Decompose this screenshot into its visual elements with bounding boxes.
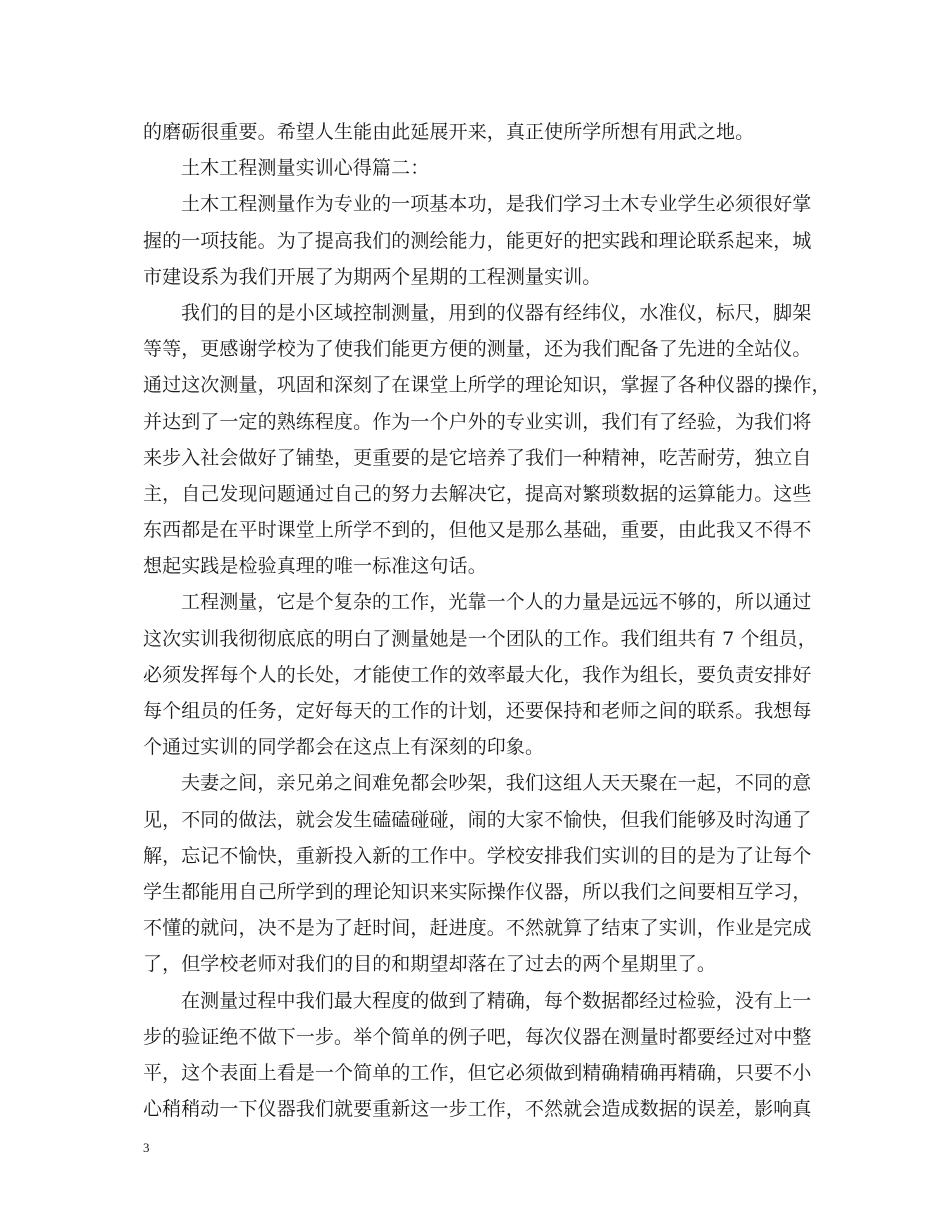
text-line: 握的一项技能。为了提高我们的测绘能力，能更好的把实践和理论联系起来，城 bbox=[143, 229, 812, 252]
text-line: 主，自己发现问题通过自己的努力去解决它，提高对繁琐数据的运算能力。这些 bbox=[143, 482, 812, 505]
text-line: 土木工程测量实训心得篇二： bbox=[181, 157, 430, 180]
text-line: 每个组员的任务，定好每天的工作的计划，还要保持和老师之间的联系。我想每 bbox=[143, 700, 812, 722]
text-line: 个通过实训的同学都会在这点上有深刻的印象。 bbox=[143, 736, 545, 759]
text-line: 市建设系为我们开展了为期两个星期的工程测量实训。 bbox=[143, 265, 602, 288]
text-line: 土木工程测量作为专业的一项基本功，是我们学习土木专业学生必须很好掌 bbox=[181, 193, 812, 216]
text-line: 必须发挥每个人的长处，才能使工作的效率最大化，我作为组长，要负责安排好 bbox=[143, 663, 812, 686]
text-line: 平，这个表面上看是一个简单的工作，但它必须做到精确精确再精确，只要不小 bbox=[143, 1061, 812, 1084]
text-line: 这次实训我彻彻底底的明白了测量她是一个团队的工作。我们组共有 7 个组员， bbox=[143, 627, 817, 650]
text-line: 解，忘记不愉快，重新投入新的工作中。学校安排我们实训的目的是为了让每个 bbox=[143, 844, 812, 867]
text-line: 我们的目的是小区域控制测量，用到的仪器有经纬仪，水准仪，标尺，脚架 bbox=[181, 301, 812, 324]
text-line: 在测量过程中我们最大程度的做到了精确，每个数据都经过检验，没有上一 bbox=[181, 989, 812, 1012]
body-text bbox=[143, 114, 831, 1127]
text-line: 步的验证绝不做下一步。举个简单的例子吧，每次仪器在测量时都要经过对中整 bbox=[143, 1025, 812, 1048]
text-line: 东西都是在平时课堂上所学不到的，但他又是那么基础，重要，由此我又不得不 bbox=[143, 519, 812, 542]
text-line: 通过这次测量，巩固和深刻了在课堂上所学的理论知识，掌握了各种仪器的操作， bbox=[143, 374, 831, 397]
text-line: 心稍稍动一下仪器我们就要重新这一步工作，不然就会造成数据的误差，影响真 bbox=[143, 1098, 812, 1121]
text-line: 并达到了一定的熟练程度。作为一个户外的专业实训，我们有了经验，为我们将 bbox=[143, 410, 812, 433]
text-line: 夫妻之间，亲兄弟之间难免都会吵架，我们这组人天天聚在一起，不同的意 bbox=[181, 772, 812, 795]
text-line: 等等，更感谢学校为了使我们能更方便的测量，还为我们配备了先进的全站仪。 bbox=[143, 338, 812, 361]
text-line: 来步入社会做好了铺垫，更重要的是它培养了我们一种精神，吃苦耐劳，独立自 bbox=[143, 446, 812, 469]
text-line: 工程测量，它是个复杂的工作，光靠一个人的力量是远远不够的，所以通过 bbox=[181, 591, 812, 614]
text-line: 了，但学校老师对我们的目的和期望却落在了过去的两个星期里了。 bbox=[143, 953, 717, 976]
text-line: 不懂的就问，决不是为了赶时间，赶进度。不然就算了结束了实训，作业是完成 bbox=[143, 917, 812, 940]
text-line: 的磨砺很重要。希望人生能由此延展开来，真正使所学所想有用武之地。 bbox=[143, 121, 755, 143]
text-line: 见，不同的做法，就会发生磕磕碰碰，闹的大家不愉快，但我们能够及时沟通了 bbox=[143, 808, 812, 831]
text-line: 想起实践是检验真理的唯一标准这句话。 bbox=[143, 555, 487, 578]
text-line: 学生都能用自己所学到的理论知识来实际操作仪器，所以我们之间要相互学习， bbox=[143, 880, 812, 903]
page-number: 3 bbox=[143, 1140, 150, 1155]
